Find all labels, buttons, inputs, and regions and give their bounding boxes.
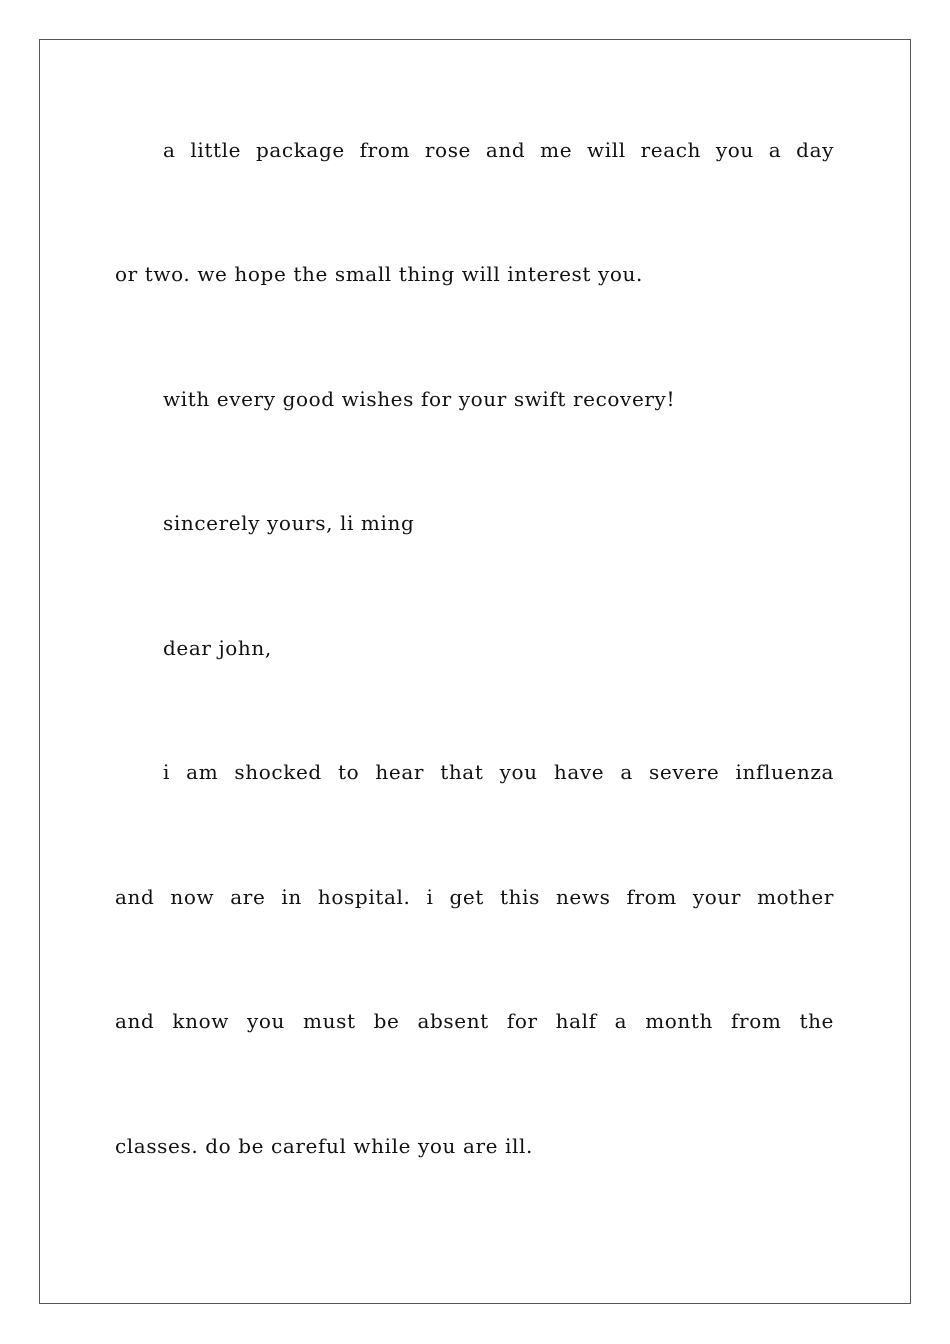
letter-line-3: with every good wishes for your swift recovery! xyxy=(163,387,676,411)
letter-line-9: classes. do be careful while you are ill. xyxy=(115,1134,534,1158)
letter-line-1: a little package from rose and me will reach you a day xyxy=(163,138,834,162)
letter-salutation: dear john, xyxy=(163,636,272,660)
letter-line-2: or two. we hope the small thing will interest you. xyxy=(115,262,643,286)
letter-line-6: i am shocked to hear that you have a severe influenza xyxy=(163,760,834,784)
letter-line-7: and now are in hospital. i get this news from your mother xyxy=(115,885,834,909)
letter-signature: sincerely yours, li ming xyxy=(163,511,415,535)
letter-line-8: and know you must be absent for half a month from the xyxy=(115,1009,834,1033)
page-border xyxy=(39,39,911,1304)
